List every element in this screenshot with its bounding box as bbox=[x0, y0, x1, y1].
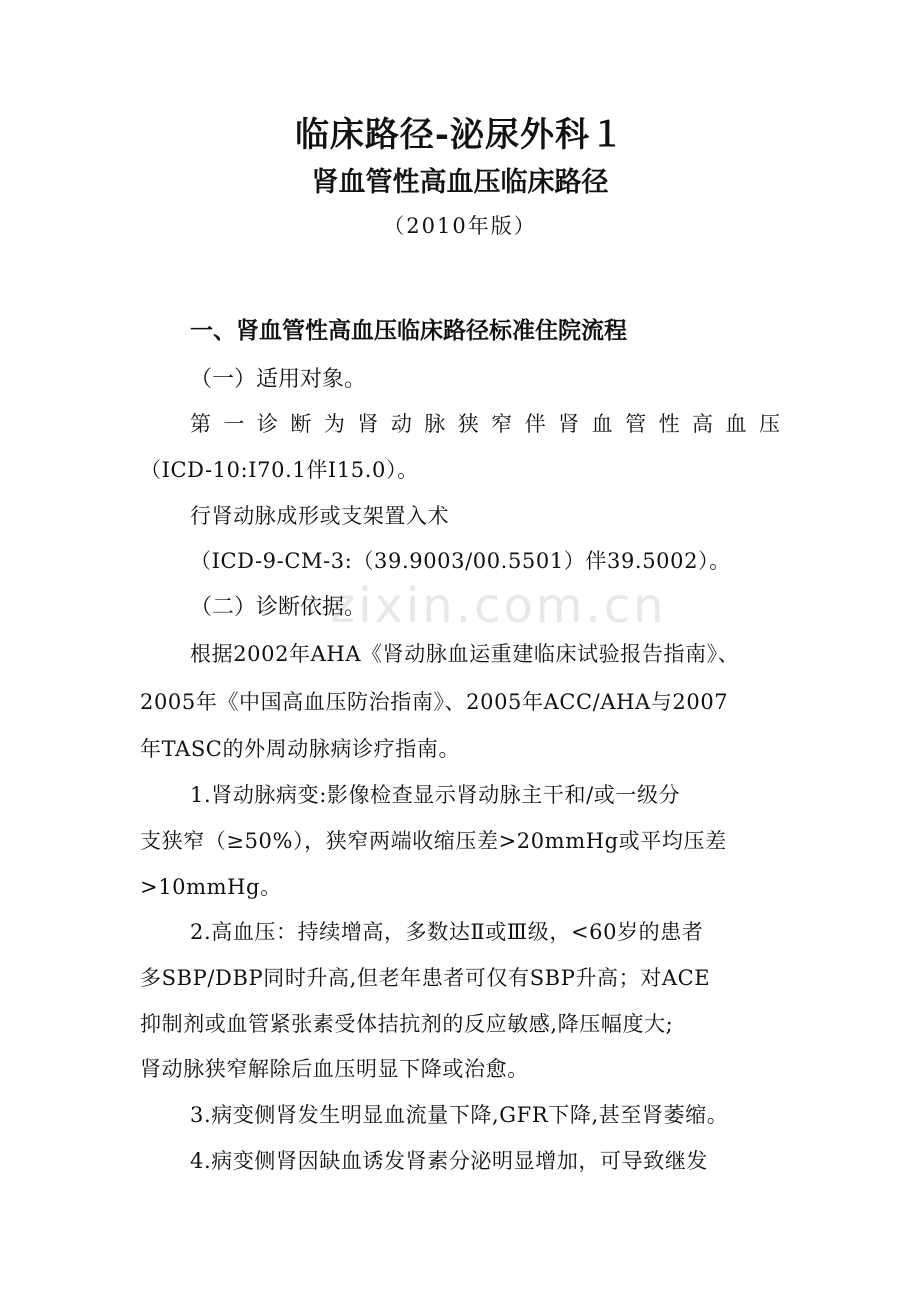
diagnosis-char: 诊 bbox=[256, 412, 278, 436]
diagnosis-char: 肾 bbox=[357, 412, 379, 436]
paragraph-line: >10mmHg。 bbox=[140, 875, 282, 899]
paragraph-line: 肾动脉狭窄解除后血压明显下降或治愈。 bbox=[140, 1057, 529, 1081]
subsection-heading-diagnosis: （二）诊断依据。 bbox=[190, 595, 367, 620]
diagnosis-char: 脉 bbox=[424, 412, 446, 436]
paragraph-line: 年TASC的外周动脉病诊疗指南。 bbox=[140, 737, 461, 761]
diagnosis-char: 血 bbox=[591, 412, 613, 436]
paragraph-line: 1.肾动脉病变:影像检查显示肾动脉主干和/或一级分 bbox=[190, 783, 681, 807]
diagnosis-char: 血 bbox=[725, 412, 747, 436]
document-title: 临床路径-泌尿外科１ bbox=[294, 115, 626, 155]
paragraph-line: 3.病变侧肾发生明显血流量下降,GFR下降,甚至肾萎缩。 bbox=[190, 1103, 729, 1127]
diagnosis-char: 一 bbox=[223, 412, 245, 436]
paragraph-line: 4.病变侧肾因缺血诱发肾素分泌明显增加，可导致继发 bbox=[190, 1149, 709, 1173]
edition-label: （2010年版） bbox=[383, 214, 537, 238]
document-subtitle: 肾血管性高血压临床路径 bbox=[311, 167, 609, 198]
diagnosis-char: 狭 bbox=[457, 412, 479, 436]
diagnosis-char: 窄 bbox=[491, 412, 513, 436]
diagnosis-char: 高 bbox=[692, 412, 714, 436]
diagnosis-char: 动 bbox=[390, 412, 412, 436]
diagnosis-char: 为 bbox=[323, 412, 345, 436]
diagnosis-char: 断 bbox=[290, 412, 312, 436]
diagnosis-char: 第 bbox=[190, 412, 211, 436]
section-heading: 一、肾血管性高血压临床路径标准住院流程 bbox=[190, 318, 627, 344]
procedure-line: 行肾动脉成形或支架置入术 bbox=[190, 504, 450, 528]
paragraph-line: 多SBP/DBP同时升高,但老年患者可仅有SBP升高；对ACE bbox=[140, 966, 711, 990]
diagnosis-char: 肾 bbox=[558, 412, 580, 436]
paragraph-line: 2005年《中国高血压防治指南》、2005年ACC/AHA与2007 bbox=[140, 690, 729, 714]
paragraph-line: 根据2002年AHA《肾动脉血运重建临床试验报告指南》、 bbox=[190, 642, 740, 666]
paragraph-line: 抑制剂或血管紧张素受体拮抗剂的反应敏感,降压幅度大; bbox=[140, 1012, 674, 1036]
diagnosis-char: 管 bbox=[625, 412, 647, 436]
procedure-code-line: （ICD-9-CM-3:（39.9003/00.5501）伴39.5002）。 bbox=[190, 549, 731, 573]
diagnosis-char: 伴 bbox=[524, 412, 546, 436]
paragraph-line: 支狭窄（≥50%），狭窄两端收缩压差>20mmHg或平均压差 bbox=[140, 829, 727, 853]
diagnosis-line bbox=[190, 408, 780, 438]
diagnosis-code-line: （ICD-10:I70.1伴I15.0）。 bbox=[140, 458, 419, 482]
paragraph-line: 2.高血压：持续增高，多数达Ⅱ或Ⅲ级，<60岁的患者 bbox=[190, 920, 704, 944]
watermark: zixin.com.cn bbox=[330, 578, 667, 634]
subsection-heading-applicable: （一）适用对象。 bbox=[190, 367, 367, 392]
diagnosis-char: 性 bbox=[658, 412, 680, 436]
diagnosis-char: 压 bbox=[758, 412, 780, 436]
